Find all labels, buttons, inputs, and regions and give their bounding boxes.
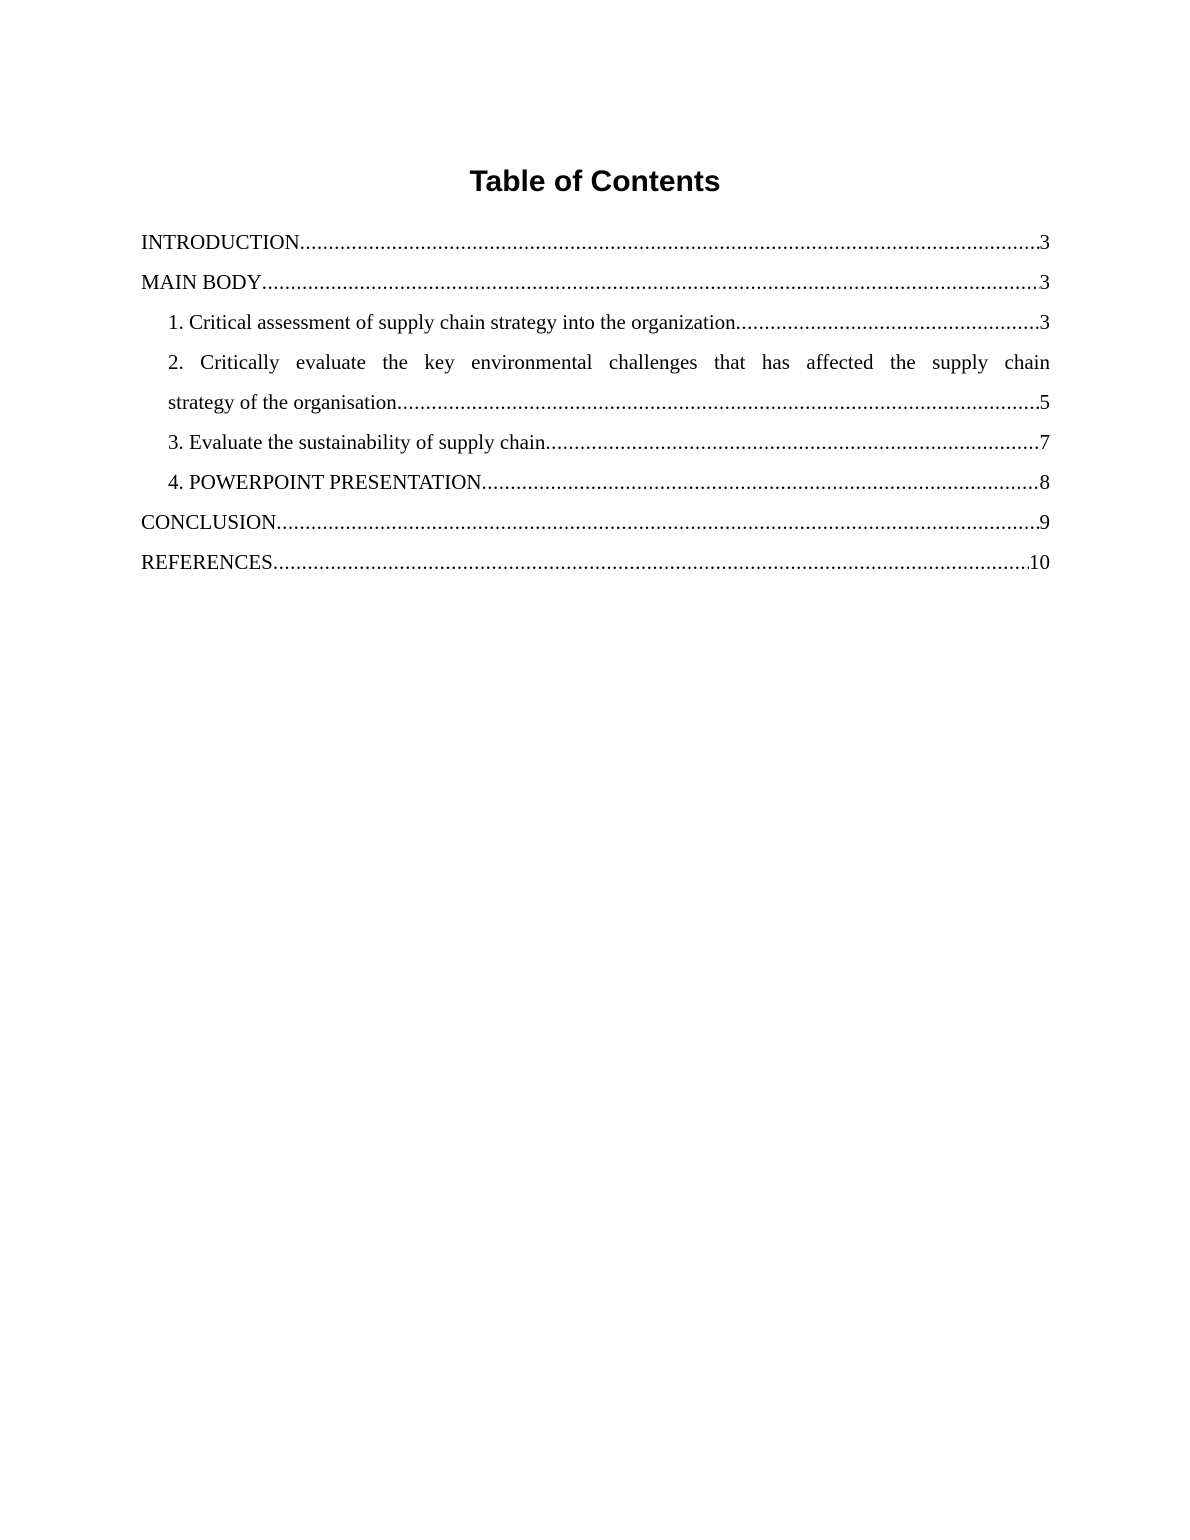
toc-dot-leader bbox=[397, 382, 1040, 422]
toc-page-number: 3 bbox=[1039, 230, 1050, 254]
toc-entry-section-2[interactable] bbox=[168, 342, 1050, 422]
toc-entry-section-4[interactable] bbox=[168, 462, 1050, 502]
toc-entry-label: MAIN BODY bbox=[141, 270, 262, 294]
toc-entry-label: 1. Critical assessment of supply chain strategy into the organization bbox=[168, 310, 736, 334]
toc-page-number: 3 bbox=[1039, 310, 1050, 334]
toc-entry-main-body[interactable] bbox=[141, 262, 1050, 302]
toc-entry-label: CONCLUSION bbox=[141, 510, 277, 534]
toc-page-number: 3 bbox=[1039, 270, 1050, 294]
toc-entry-label: INTRODUCTION bbox=[141, 230, 300, 254]
toc-dot-leader bbox=[736, 302, 1040, 342]
toc-dot-leader bbox=[300, 222, 1040, 262]
toc-page-number: 9 bbox=[1039, 510, 1050, 534]
toc-dot-leader bbox=[262, 262, 1040, 302]
toc-page-number: 10 bbox=[1029, 550, 1050, 574]
page-title: Table of Contents bbox=[469, 165, 721, 198]
toc-entry-label: 3. Evaluate the sustainability of supply chain bbox=[168, 430, 546, 454]
toc-page-number: 8 bbox=[1039, 470, 1050, 494]
toc-entry-section-1[interactable] bbox=[168, 302, 1050, 342]
toc-page-number: 5 bbox=[1039, 390, 1050, 414]
toc-entry-label: 4. POWERPOINT PRESENTATION bbox=[168, 470, 482, 494]
toc-dot-leader bbox=[482, 462, 1040, 502]
toc-entry-label-line-2: strategy of the organisation bbox=[168, 390, 397, 414]
toc-dot-leader bbox=[545, 422, 1039, 462]
toc-dot-leader bbox=[276, 502, 1039, 542]
toc-entry-label-line-1: 2. Critically evaluate the key environmental challenges that has affected the supply chain bbox=[168, 350, 1050, 374]
toc-entry-label: REFERENCES bbox=[141, 550, 273, 574]
toc-entry-introduction[interactable] bbox=[141, 222, 1050, 262]
toc-dot-leader bbox=[273, 542, 1029, 582]
toc-page-number: 7 bbox=[1039, 430, 1050, 454]
table-of-contents bbox=[141, 222, 1050, 582]
toc-entry-conclusion[interactable] bbox=[141, 502, 1050, 542]
toc-entry-section-3[interactable] bbox=[168, 422, 1050, 462]
toc-entry-references[interactable] bbox=[141, 542, 1050, 582]
